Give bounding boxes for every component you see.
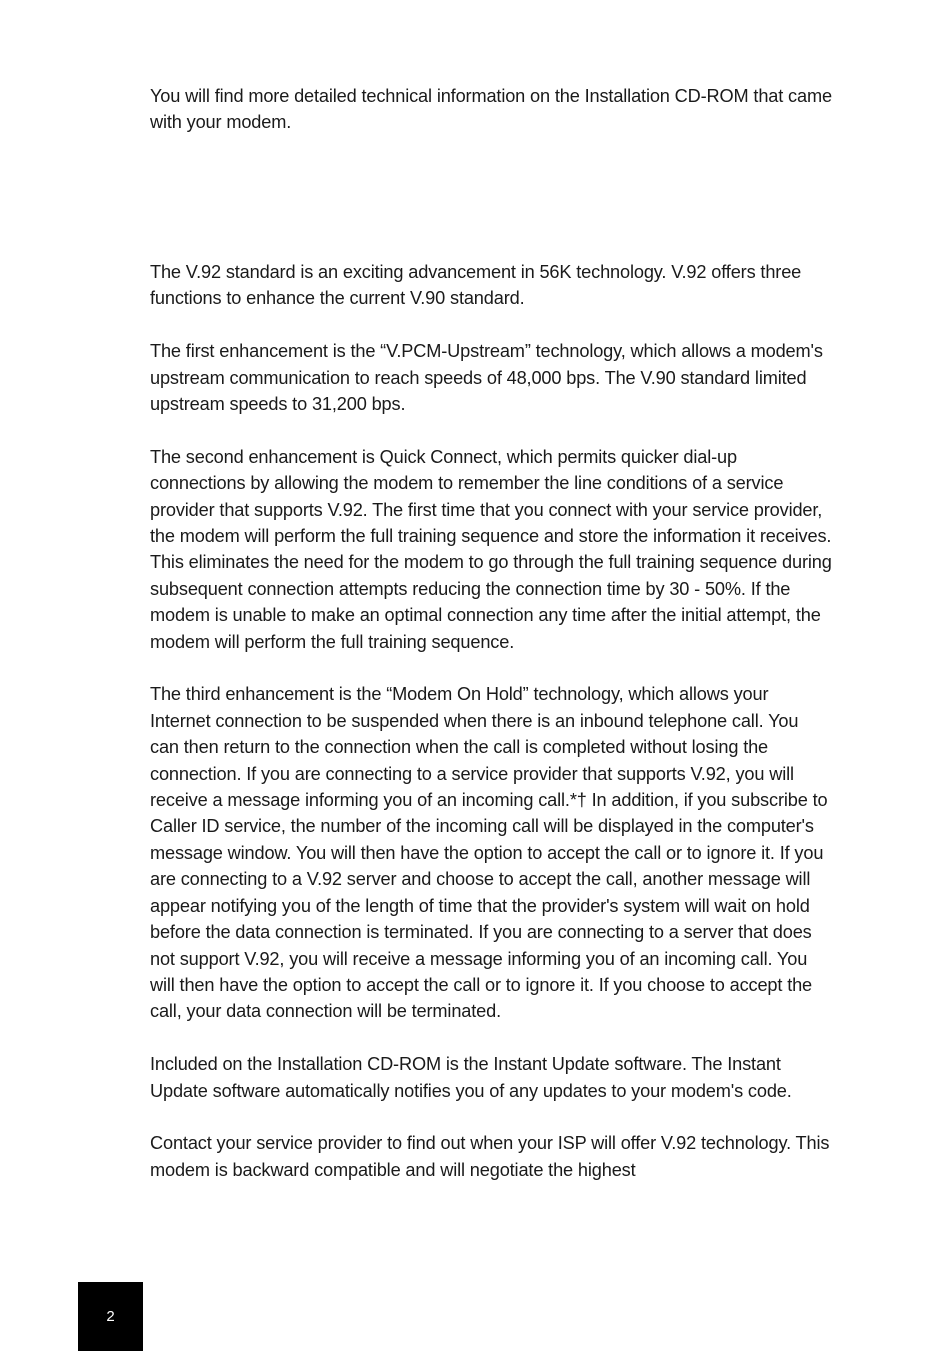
paragraph-first-enhancement: The first enhancement is the “V.PCM-Upstream” technology, which allows a modem's upstream communication to reach speeds of 48,000 bps. The V.90 standard limited upstream speeds to 31,200 bps. — [150, 341, 823, 415]
page-number-tab — [78, 1282, 143, 1351]
paragraph-contact-provider: Contact your service provider to find out when your ISP will offer V.92 technology. This modem is backward compatible and will negotiate the highest — [150, 1133, 830, 1180]
intro-section — [150, 83, 832, 136]
intro-paragraph: You will find more detailed technical information on the Installation CD-ROM that came with your modem. — [150, 86, 832, 133]
page-number: 2 — [106, 1308, 115, 1325]
paragraph-v92-overview: The V.92 standard is an exciting advancement in 56K technology. V.92 offers three functions to enhance the current V.90 standard. — [150, 262, 802, 309]
paragraph-instant-update: Included on the Installation CD-ROM is the Instant Update software. The Instant Update software automatically notifies you of any updates to your modem's code. — [150, 1054, 792, 1101]
paragraph-third-enhancement: The third enhancement is the “Modem On Hold” technology, which allows your Internet connection to be suspended when there is an inbound telephone call. You can then return to the connection when the call is completed without losing the connection. If you are connecting to a service provider that supports V.92, you will receive a message informing you of an incoming call.*† In addition, if you subscribe to Caller ID service, the number of the incoming call will be displayed in the computer's message window. You will then have the option to accept the call or to ignore it. If you are connecting to a V.92 server and choose to accept the call, another message will appear notifying you of the length of time that the provider's system will wait on hold before the data connection is terminated. If you are connecting to a server that does not support V.92, you will receive a message informing you of an incoming call. You will then have the option to accept the call or to ignore it. If you choose to accept the call, your data connection will be terminated. — [150, 684, 828, 1022]
paragraph-second-enhancement: The second enhancement is Quick Connect, which permits quicker dial-up connections by allowing the modem to remember the line conditions of a service provider that supports V.92. The first time that you connect with your service provider, the modem will perform the full training sequence and store the information it receives. This eliminates the need for the modem to go through the full training sequence during subsequent connection attempts reducing the connection time by 30 - 50%. If the modem is unable to make an optimal connection any time after the initial attempt, the modem will perform the full training sequence. — [150, 446, 832, 652]
body-section — [150, 259, 832, 1183]
